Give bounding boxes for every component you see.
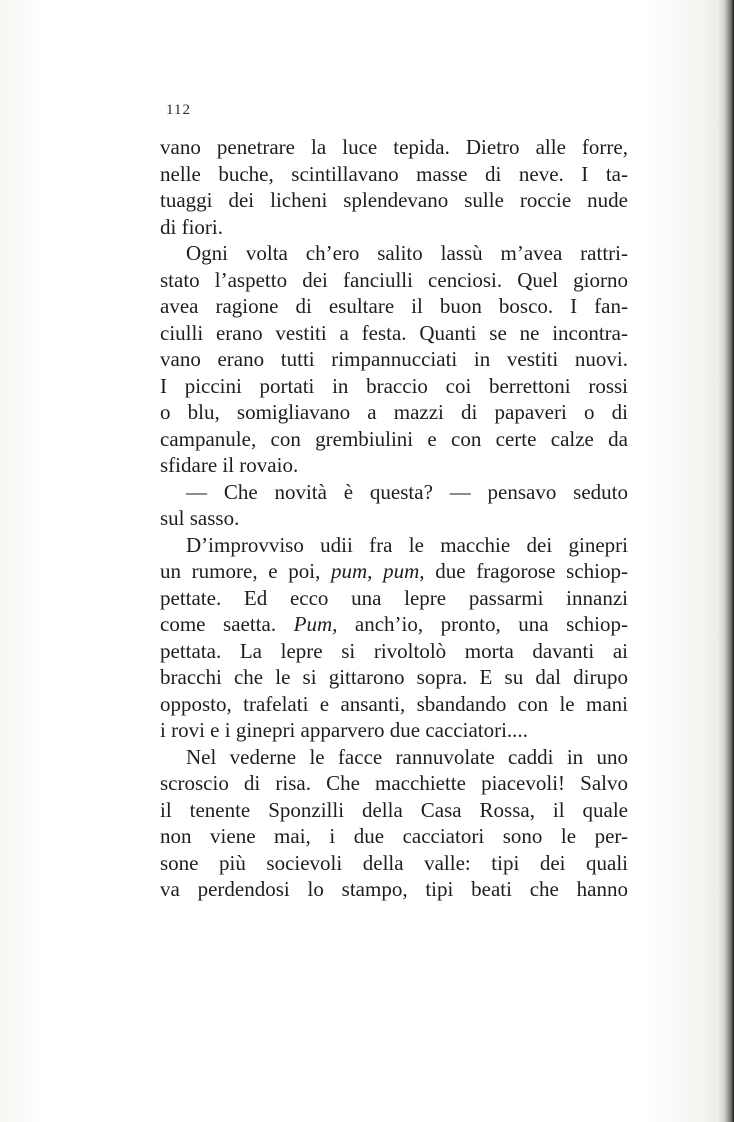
text-segment: Ogni volta ch’ero salito lassù m’avea rattri- (186, 241, 628, 265)
text-line (160, 399, 628, 426)
text-line (160, 797, 628, 824)
text-line (160, 505, 628, 532)
text-segment: Nel vederne le facce rannuvolate caddi in uno (186, 744, 628, 769)
text-line (160, 611, 628, 638)
italic-text: Pum, (293, 612, 338, 636)
text-line (160, 532, 628, 559)
text-segment: campanule, con grembiulini e con certe calze da (160, 426, 628, 451)
page-edge-shadow (718, 0, 734, 1122)
text-line (160, 346, 628, 373)
text-segment: o blu, somigliavano a mazzi di papaveri o di (160, 400, 628, 424)
text-line (160, 320, 628, 347)
text-line (160, 717, 628, 744)
text-line (160, 240, 628, 267)
text-line (160, 134, 628, 161)
text-segment: scroscio di risa. Che macchiette piacevoli! Salvo (160, 771, 628, 795)
text-line (160, 823, 628, 850)
text-segment: sul sasso. (160, 506, 240, 530)
text-segment: bracchi che le si gittarono sopra. E su dal dirupo (160, 665, 628, 689)
text-line (160, 452, 628, 479)
text-segment: avea ragione di esultare il buon bosco. I fan- (160, 294, 628, 318)
text-segment: due fragorose schiop- (424, 559, 628, 583)
text-line (160, 876, 628, 903)
text-line (160, 770, 628, 797)
text-segment: stato l’aspetto dei fanciulli cenciosi. Quel giorno (160, 267, 628, 292)
text-line (160, 426, 628, 453)
text-line (160, 558, 628, 585)
text-segment: come saetta. (160, 612, 294, 636)
text-segment: sone più socievoli della valle: tipi dei quali (160, 850, 628, 875)
text-segment: pettate. Ed ecco una lepre passarmi innanzi (160, 585, 628, 610)
text-segment: non viene mai, i due cacciatori sono le per- (160, 824, 628, 848)
text-line (160, 638, 628, 665)
text-line (160, 691, 628, 718)
text-segment: I piccini portati in braccio coi berrettoni rossi (160, 373, 628, 398)
text-line (160, 187, 628, 214)
text-segment: i rovi e i ginepri apparvero due cacciatori.... (160, 718, 528, 742)
text-segment: opposto, trafelati e ansanti, sbandando con le mani (160, 691, 628, 716)
text-segment: vano penetrare la luce tepida. Dietro alle forre, (160, 135, 628, 159)
text-segment: sfidare il rovaio. (160, 453, 299, 477)
text-segment: va perdendosi lo stampo, tipi beati che hanno (160, 877, 628, 901)
page-number: 112 (166, 102, 191, 118)
text-segment: vano erano tutti rimpannucciati in vestiti nuovi. (160, 347, 628, 371)
text-segment: anch’io, pronto, una schiop- (337, 612, 628, 636)
text-line (160, 850, 628, 877)
text-segment: il tenente Sponzilli della Casa Rossa, il quale (160, 797, 628, 822)
italic-text: pum, pum, (331, 559, 425, 583)
text-line (160, 664, 628, 691)
text-segment: un rumore, e poi, (160, 559, 332, 583)
body-text (160, 134, 628, 903)
text-segment: di fiori. (160, 214, 223, 239)
text-segment: tuaggi dei licheni splendevano sulle roccie nude (160, 188, 628, 212)
text-segment: D’improvviso udii fra le macchie dei ginepri (186, 532, 628, 557)
text-line (160, 373, 628, 400)
text-segment: ciulli erano vestiti a festa. Quanti se ne incontra- (160, 320, 628, 345)
text-segment: pettata. La lepre si rivoltolò morta davanti ai (160, 638, 628, 663)
text-segment: — Che novità è questa? — pensavo seduto (186, 479, 628, 504)
text-line (160, 585, 628, 612)
text-line (160, 161, 628, 188)
text-line (160, 479, 628, 506)
text-segment: nelle buche, scintillavano masse di neve. I ta- (160, 161, 628, 186)
text-line (160, 293, 628, 320)
text-line (160, 214, 628, 241)
text-line (160, 267, 628, 294)
text-line (160, 744, 628, 771)
